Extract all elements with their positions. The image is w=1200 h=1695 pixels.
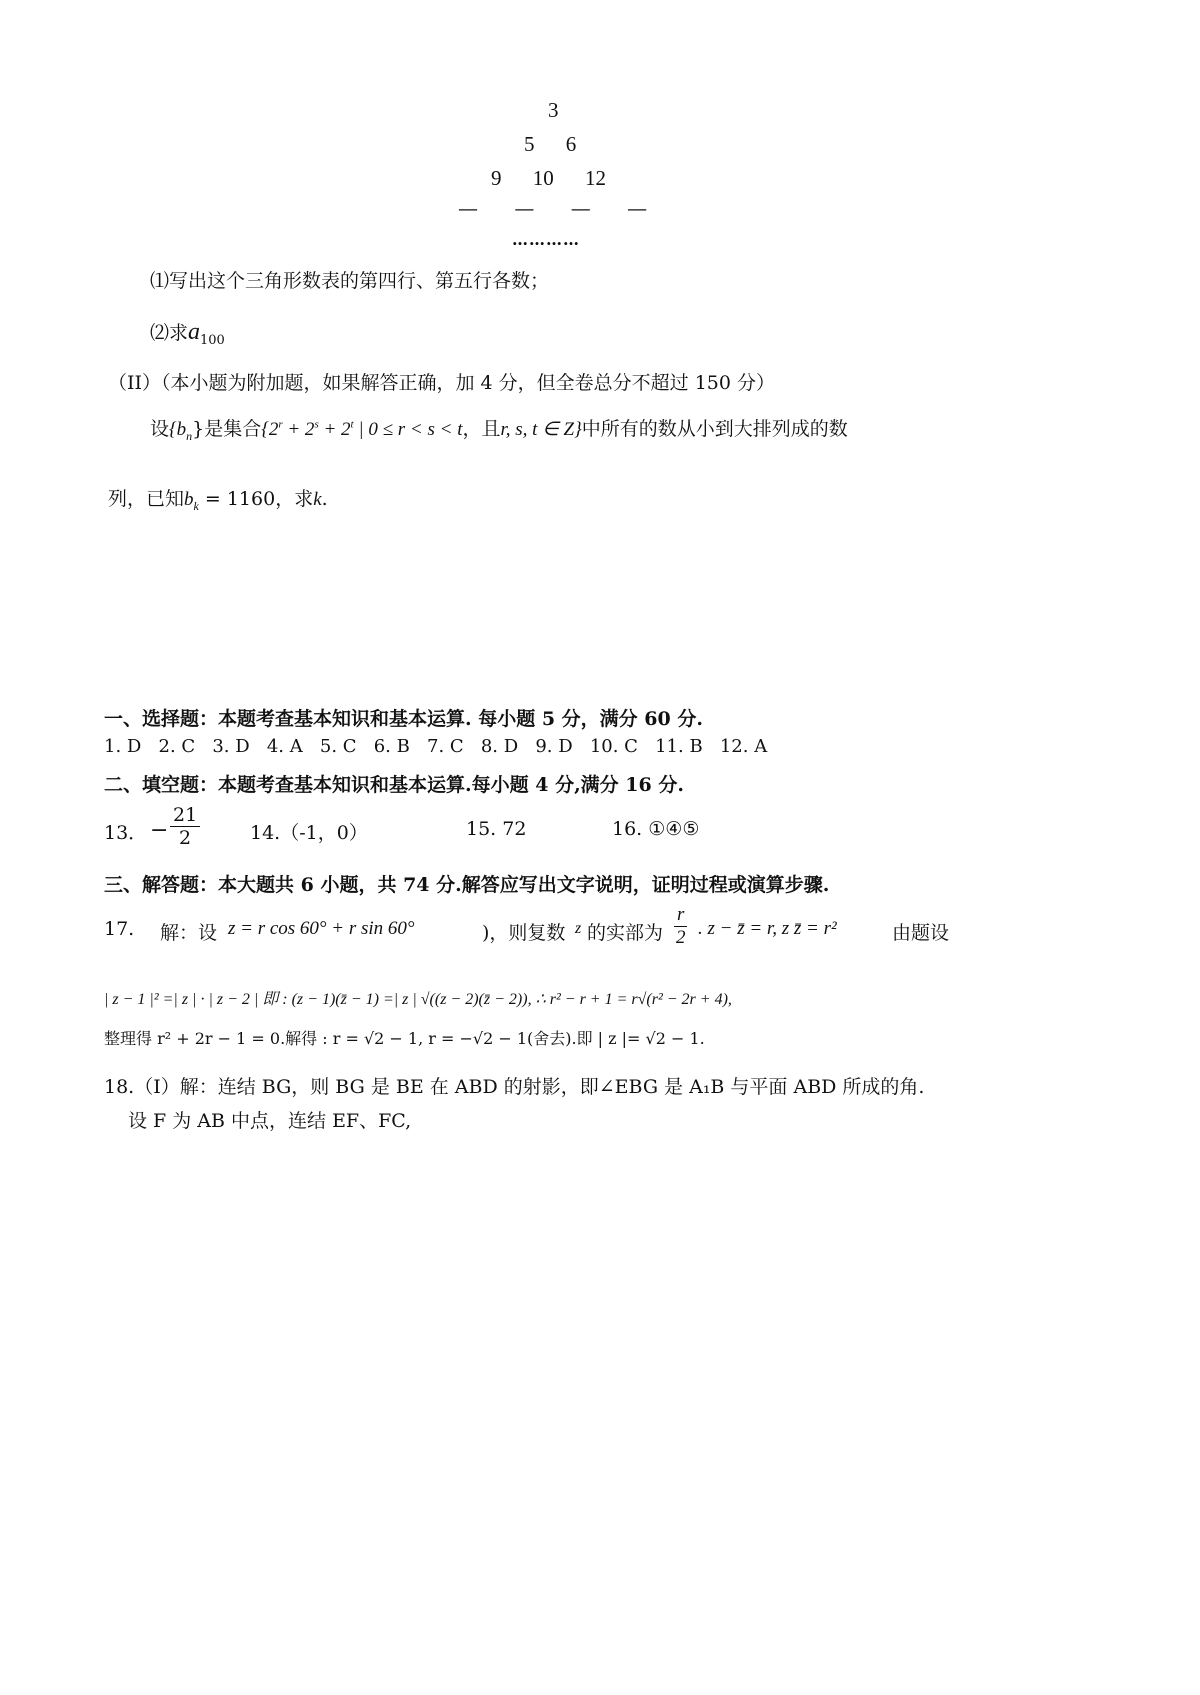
text: 解：设 bbox=[160, 922, 218, 944]
q16-answer: 16. ①④⑤ bbox=[612, 818, 700, 840]
q15-answer: 15. 72 bbox=[466, 818, 527, 840]
triangle-cell: 10 bbox=[532, 166, 554, 190]
exponent-r: r bbox=[278, 418, 283, 431]
term: + 2 bbox=[282, 419, 315, 440]
section-2-heading: 二、填空题：本题考查基本知识和基本运算.每小题 4 分,满分 16 分. bbox=[104, 774, 684, 796]
triangle-row-3 bbox=[491, 166, 606, 191]
fill-answers-row bbox=[104, 804, 804, 864]
exponent-s: s bbox=[314, 418, 319, 431]
variables: r, s, t ∈ Z} bbox=[500, 419, 582, 440]
equation: = 1160 bbox=[198, 488, 276, 510]
question-prefix: ⑵求 bbox=[150, 322, 189, 344]
denominator: 2 bbox=[675, 927, 686, 948]
q13-label: 13． bbox=[104, 822, 148, 844]
term: + 2 bbox=[318, 419, 351, 440]
subscript-k: k bbox=[193, 498, 199, 513]
variable-k: k bbox=[313, 489, 322, 510]
triangle-cell: — bbox=[627, 196, 648, 220]
triangle-cell: 12 bbox=[585, 166, 606, 190]
triangle-cell: 6 bbox=[565, 132, 577, 156]
part2-line-1 bbox=[150, 414, 848, 444]
text: 列，已知 bbox=[108, 488, 185, 510]
q13-fraction bbox=[170, 804, 200, 849]
text: . bbox=[321, 488, 328, 510]
text: }是集合 bbox=[192, 418, 262, 440]
set-expression bbox=[261, 419, 462, 440]
triangle-ellipsis: ………… bbox=[512, 230, 580, 249]
variable-z: z bbox=[575, 920, 582, 937]
q17-label: 17. bbox=[104, 918, 135, 940]
subscript-100: 100 bbox=[200, 332, 225, 348]
q17-fraction bbox=[674, 904, 687, 949]
text: 中所有的数从小到大排列成的数 bbox=[581, 418, 848, 440]
q13-denominator: 2 bbox=[179, 827, 192, 849]
text: 设 bbox=[150, 418, 170, 440]
q13-sign: − bbox=[150, 818, 169, 843]
part1-question-1: ⑴写出这个三角形数表的第四行、第五行各数； bbox=[150, 270, 550, 292]
triangle-cell: 5 bbox=[524, 132, 535, 156]
condition: | 0 ≤ r < s < t bbox=[353, 419, 463, 440]
variable-a: a bbox=[188, 319, 201, 345]
sequence-b: {b bbox=[169, 419, 187, 440]
text: 由题设 bbox=[892, 922, 950, 944]
triangle-cell: — bbox=[570, 196, 591, 220]
text: 的实部为 bbox=[587, 922, 664, 944]
part2-line-2 bbox=[108, 484, 328, 514]
q13-numerator: 21 bbox=[170, 804, 200, 827]
q14-answer: 14.（-1，0） bbox=[250, 822, 368, 844]
q17-line-3: 整理得 r² + 2r − 1 = 0.解得 : r = √2 − 1, r = −√2 − 1(舍去).即 | z |= √2 − 1. bbox=[104, 1029, 705, 1048]
section-3-heading: 三、解答题：本大题共 6 小题，共 74 分.解答应写出文字说明，证明过程或演算步骤. bbox=[104, 874, 830, 896]
exponent-t: t bbox=[350, 418, 354, 431]
triangle-cell: — bbox=[458, 196, 478, 220]
q17-line-2: | z − 1 |² =| z | · | z − 2 | 即 : (z − 1)(z̄ − 1) =| z | √((z − 2)(z̄ − 2)), ∴ r² − r + 1 = r√(r² − 2r + 4), bbox=[104, 991, 732, 1008]
part2-heading: （II）（本小题为附加题，如果解答正确，加 4 分，但全卷总分不超过 150 分） bbox=[108, 372, 776, 394]
section-1-heading: 一、选择题：本题考查基本知识和基本运算. 每小题 5 分，满分 60 分. bbox=[104, 708, 703, 730]
text: ，且 bbox=[462, 418, 501, 440]
section-1-answers: 1. D 2. C 3. D 4. A 5. C 6. B 7. C 8. D 9. D 10. C 11. B 12. A bbox=[104, 736, 768, 757]
numerator: r bbox=[674, 904, 687, 927]
q17-line-1 bbox=[104, 904, 1004, 964]
q17-expression: z = r cos 60° + r sin 60° bbox=[228, 918, 415, 939]
q18-line-2: 设 F 为 AB 中点，连结 EF、FC, bbox=[128, 1110, 412, 1132]
triangle-cell: — bbox=[514, 196, 535, 220]
triangle-row-2 bbox=[524, 132, 576, 157]
variable-b: b bbox=[184, 489, 194, 510]
triangle-row-4 bbox=[458, 196, 647, 220]
triangle-cell: 9 bbox=[491, 166, 502, 190]
term: {2 bbox=[261, 419, 279, 440]
triangle-cell: 3 bbox=[548, 98, 559, 122]
part1-question-2 bbox=[150, 318, 225, 348]
text: )，则复数 bbox=[482, 922, 566, 944]
q18-line-1: 18.（Ⅰ）解：连结 BG，则 BG 是 BE 在 ABD 的射影，即∠EBG 是 A₁B 与平面 ABD 所成的角. bbox=[104, 1076, 925, 1098]
triangle-row-1 bbox=[548, 98, 559, 123]
q17-relations: . z − z̄ = r, z z̄ = r² bbox=[698, 918, 837, 939]
subscript-n: n bbox=[186, 428, 193, 443]
text: ，求 bbox=[275, 488, 314, 510]
